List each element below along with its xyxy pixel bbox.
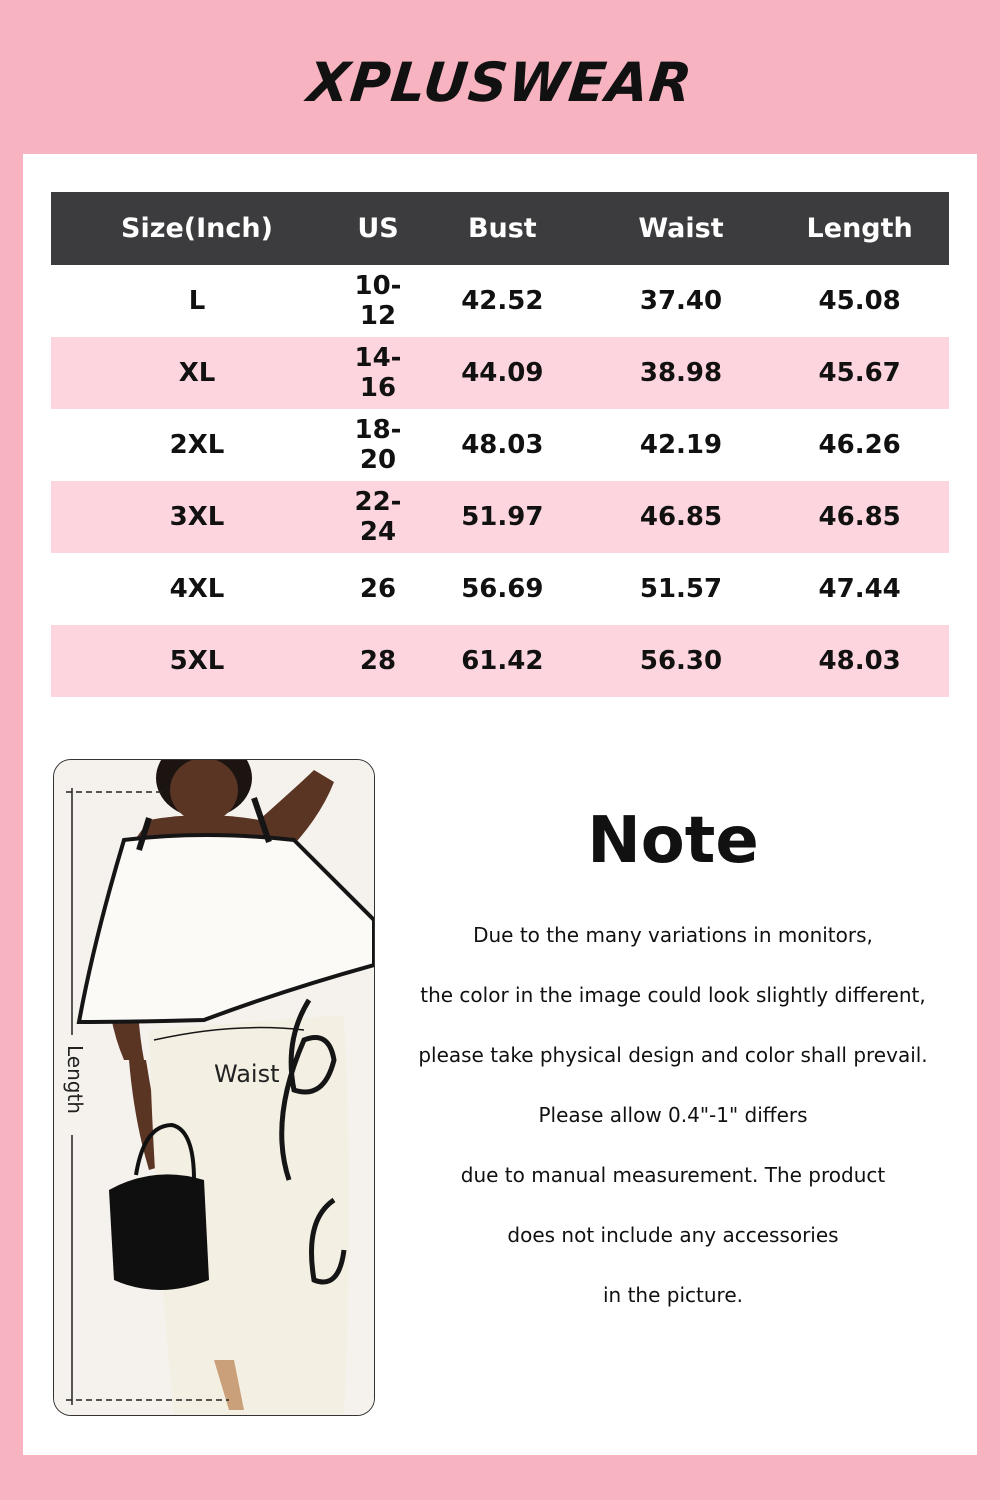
note-line: please take physical design and color shall prevail. bbox=[418, 1043, 928, 1067]
cell-us: 14-16 bbox=[343, 337, 413, 409]
length-label: Length bbox=[63, 1045, 87, 1114]
cell-us: 28 bbox=[343, 625, 413, 697]
note-text bbox=[393, 914, 953, 1334]
cell-waist: 51.57 bbox=[639, 574, 723, 604]
note-line: Please allow 0.4"-1" differs bbox=[538, 1103, 808, 1127]
cell-size: 2XL bbox=[169, 430, 225, 460]
cell-us: 22-24 bbox=[343, 481, 413, 553]
header-length: Length bbox=[770, 192, 949, 265]
cell-bust: 42.52 bbox=[461, 286, 544, 316]
table-row bbox=[51, 265, 949, 337]
brand-header bbox=[0, 42, 1000, 122]
cell-us: 18-20 bbox=[354, 415, 402, 475]
header-waist: Waist bbox=[592, 192, 771, 265]
note-line: does not include any accessories bbox=[507, 1223, 839, 1247]
cell-size: 3XL bbox=[51, 481, 343, 553]
cell-waist: 37.40 bbox=[639, 286, 723, 316]
note-title: Note bbox=[587, 804, 759, 878]
note-line: in the picture. bbox=[603, 1283, 743, 1307]
cell-bust: 48.03 bbox=[461, 430, 544, 460]
table-row bbox=[51, 337, 949, 409]
cell-length: 45.67 bbox=[770, 337, 949, 409]
cell-waist: 56.30 bbox=[592, 625, 771, 697]
table-row bbox=[51, 625, 949, 697]
cell-bust: 61.42 bbox=[413, 625, 592, 697]
table-row bbox=[51, 553, 949, 625]
cell-bust: 51.97 bbox=[413, 481, 592, 553]
size-chart-card bbox=[23, 154, 977, 1455]
cell-size: L bbox=[188, 286, 206, 316]
model-illustration bbox=[54, 760, 374, 1415]
cell-us: 26 bbox=[359, 574, 397, 604]
cell-length: 46.26 bbox=[818, 430, 901, 460]
cell-length: 46.85 bbox=[770, 481, 949, 553]
table-row bbox=[51, 409, 949, 481]
brand-logo: XPLUSWEAR bbox=[304, 50, 696, 114]
note-line: due to manual measurement. The product bbox=[460, 1163, 886, 1187]
header-size: Size(Inch) bbox=[51, 192, 343, 265]
cell-length: 48.03 bbox=[770, 625, 949, 697]
cell-length: 47.44 bbox=[818, 574, 901, 604]
cell-bust: 56.69 bbox=[461, 574, 544, 604]
cell-length: 45.08 bbox=[818, 286, 901, 316]
cell-size: 5XL bbox=[51, 625, 343, 697]
cell-size: XL bbox=[51, 337, 343, 409]
cell-size: 4XL bbox=[169, 574, 225, 604]
note-line: the color in the image could look slightly different, bbox=[420, 983, 926, 1007]
note-line: Due to the many variations in monitors, bbox=[473, 923, 873, 947]
header-us: US bbox=[343, 192, 413, 265]
cell-waist: 42.19 bbox=[639, 430, 723, 460]
model-photo bbox=[53, 759, 375, 1416]
waist-label: Waist bbox=[214, 1060, 280, 1088]
cell-bust: 44.09 bbox=[413, 337, 592, 409]
size-table bbox=[51, 192, 949, 697]
table-row bbox=[51, 481, 949, 553]
table-header-row bbox=[51, 192, 949, 265]
cell-waist: 46.85 bbox=[592, 481, 771, 553]
cell-us: 10-12 bbox=[354, 271, 402, 331]
header-bust: Bust bbox=[413, 192, 592, 265]
cell-waist: 38.98 bbox=[592, 337, 771, 409]
